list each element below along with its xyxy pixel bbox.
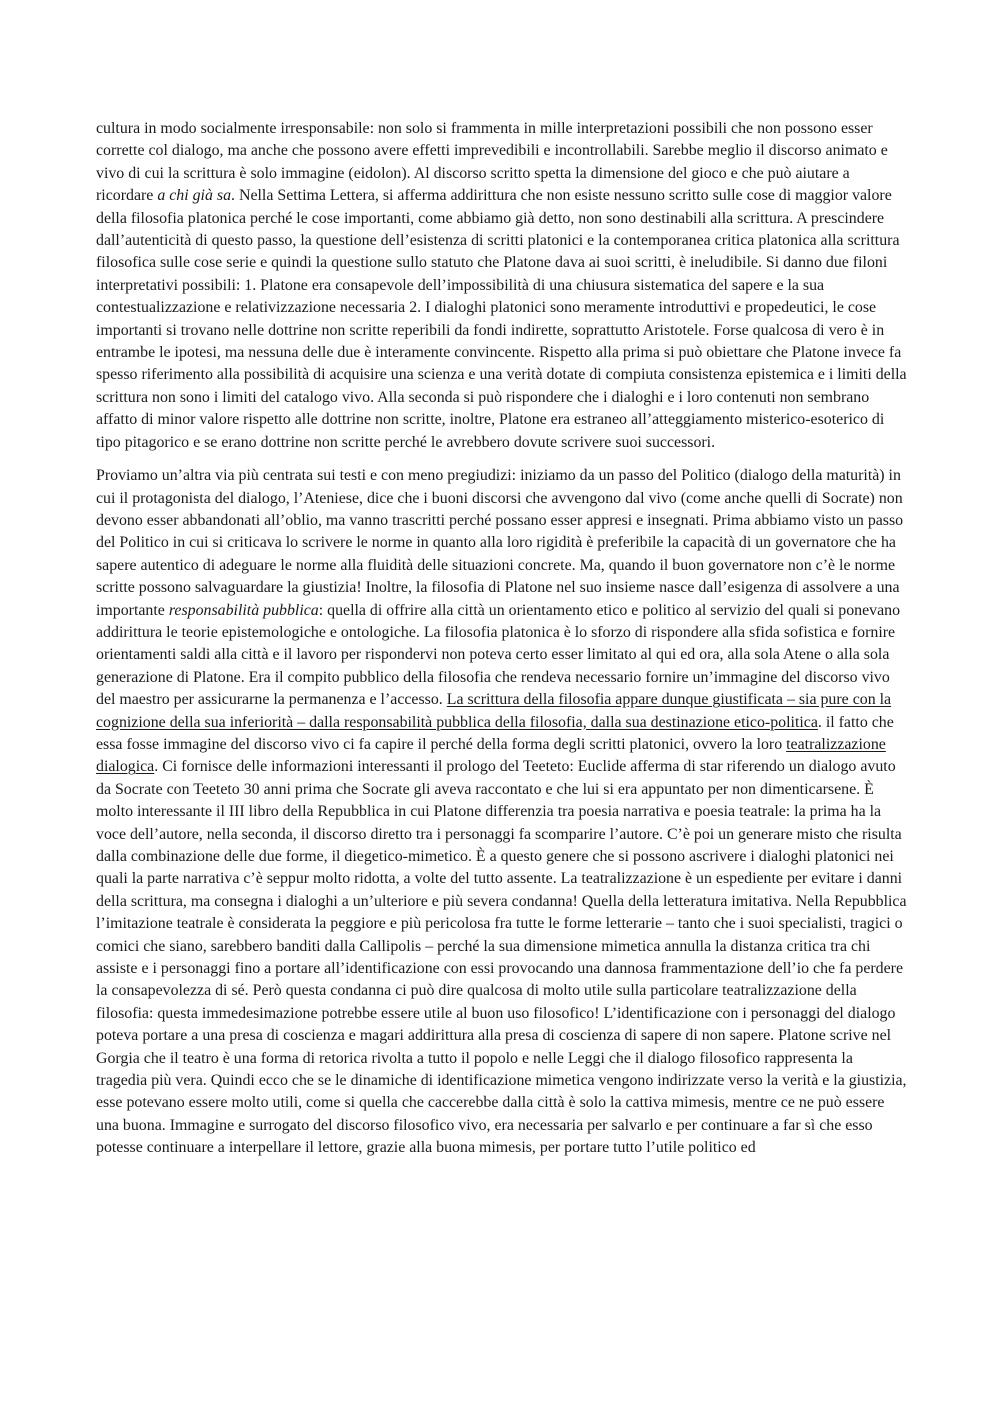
text-run: : quella di offrire alla città un orientamento etico e politico al servizio del quali si ponevano addirittura le teorie epistemologiche e ontologiche. La filosofia platonica è lo sforzo di rispondere alla sfida sofistica e fornire orientamenti saldi alla città e il lavoro per rispondervi non poteva certo esser limitato al qui ed ora, alla sola Atene o alla sola generazione di Platone. Era il compito pubblico della filosofia che rendeva necessario fornire un’immagine del discorso vivo del maestro per assicurarne la permanenza e l’accesso. [96,601,901,709]
underlined-phrase: La scrittura della filosofia appare dunque giustificata – sia pure con la cognizione della sua inferiorità – dalla responsabilità pubblica della filosofia, dalla sua destinazione etico-politica [96,691,892,731]
text-run: . Nella Settima Lettera, si afferma addirittura che non esiste nessuno scritto sulle cose di maggior valore della filosofia platonica perché le cose importanti, come abbiamo già detto, non sono destinabili alla scrittura. A prescindere dall’autenticità di questo passo, la questione dell’esistenza di scritti platonici e la contemporanea critica platonica alla scrittura filosofica sulle cose serie e quindi la questione sullo statuto che Platone dava ai suoi scritti, è ineludibile. Si danno due filoni interpretativi possibili: 1. Platone era consapevole dell’impossibilità di una chiusura sistematica del sapere e la sua contestualizzazione e relativizzazione necessaria 2. I dialoghi platonici sono meramente introduttivi e propedeutici, le cose importanti si trovano nelle dottrine non scritte reperibili da fondi indirette, soprattutto Aristotele. Forse qualcosa di vero è in entrambe le ipotesi, ma nessuna delle due è interamente convincente. Rispetto alla prima si può obiettare che Platone invece fa spesso riferimento alla possibilità di acquisire una scienza e una verità dotate di compiuta consistenza epistemica e i limiti della scrittura non sono i limiti del catalogo vivo. Alla seconda si può rispondere che i dialoghi e i loro contenuti non sembrano affatto di minor valore rispetto alle dottrine non scritte, inoltre, Platone era estraneo all’atteggiamento misterico-esoterico di tipo pitagorico e se erano dottrine non scritte perché le avrebbero dovute scrivere suoi successori. [96,187,907,451]
paragraph-1 [96,118,908,454]
text-run: . il fatto che essa fosse immagine del discorso vivo ci fa capire il perché della forma degli scritti platonici, ovvero la loro [96,713,894,753]
italic-phrase: a chi già sa [157,187,232,205]
italic-phrase: responsabilità pubblica [168,601,319,619]
text-run: cultura in modo socialmente irresponsabile: non solo si frammenta in mille interpretazioni possibili che non possono esser corrette col dialogo, ma anche che possono avere effetti imprevedibili e incontrollabili. Sarebbe meglio il discorso animato e vivo di cui la scrittura è solo immagine (eidolon). Al discorso scritto spetta la dimensione del gioco e che può aiutare a ricordare [96,120,888,205]
underlined-phrase: teatralizzazione dialogica [96,735,886,776]
text-run: . Ci fornisce delle informazioni interessanti il prologo del Teeteto: Euclide afferma di star riferendo un dialogo avuto da Socrate con Teeteto 30 anni prima che Socrate gli aveva raccontato e che lui si era appuntato per non dimenticarsene. È molto interessante il III libro della Repubblica in cui Platone differenzia tra poesia narrativa e poesia teatrale: la prima ha la voce dell’autore, nella seconda, il discorso diretto tra i personaggi fa scomparire l’autore. C’è poi un generare misto che risulta dalla combinazione delle due forme, il diegetico-mimetico. È a questo genere che si possono ascrivere i dialoghi platonici nei quali la parte narrativa c’è seppur molto ridotta, a volte del tutto assente. La teatralizzazione è un espediente per evitare i danni della scrittura, ma consegna i dialoghi a un’ulteriore e più severa condanna! Quella della letteratura imitativa. Nella Repubblica l’imitazione teatrale è considerata la peggiore e più pericolosa fra tutte le forme letterarie – tanto che i suoi specialisti, tragici o comici che siano, sarebbero banditi dalla Callipolis – perché la sua dimensione mimetica annulla la distanza critica tra chi assiste e i personaggi fino a portare all’identificazione con essi provocando una dannosa frammentazione dell’io che fa perdere la consapevolezza di sé. Però questa condanna ci può dire qualcosa di molto utile sulla particolare teatralizzazione della filosofia: questa immedesimazione potrebbe essere utile al buon uso filosofico! L’identificazione con i personaggi del dialogo poteva portare a una presa di coscienza e magari addirittura alla presa di coscienza di sapere di non sapere. Platone scrive nel Gorgia che il teatro è una forma di retorica rivolta a tutto il popolo e nelle Leggi che il dialogo filosofico rappresenta la tragedia più vera. Quindi ecco che se le dinamiche di identificazione mimetica vengono indirizzate verso la verità e la giustizia, esse potevano essere molto utili, come si quella che caccerebbe dalla città è solo la cattiva mimesis, mentre ce ne può essere una buona. Immagine e surrogato del discorso filosofico vivo, era necessaria per salvarlo e per continuare a far sì che esso potesse continuare a interpellare il lettore, grazie alla buona mimesis, per portare tutto l’utile politico ed [96,758,907,1157]
text-run: Proviamo un’altra via più centrata sui testi e con meno pregiudizi: iniziamo da un passo del Politico (dialogo della maturità) in cui il protagonista del dialogo, l’Ateniese, dice che i buoni discorsi che avvengono dal vivo (come anche quelli di Socrate) non devono esser abbandonati all’oblio, ma vanno trascritti perché possano esser appresi e insegnati. Prima abbiamo visto un passo del Politico in cui si criticava lo scrivere le norme in quanto alla loro rigidità è preferibile la capacità di un governatore che ha sapere autentico di adeguare le norme alla fluidità delle situazioni concrete. Ma, quando il buon governatore non c’è le norme scritte possono salvaguardare la giustizia! Inoltre, la filosofia di Platone nel suo insieme nasce dall’esigenza di assolvere a una importante [96,467,904,619]
body-text [96,118,908,1171]
paragraph-2 [96,465,908,1160]
